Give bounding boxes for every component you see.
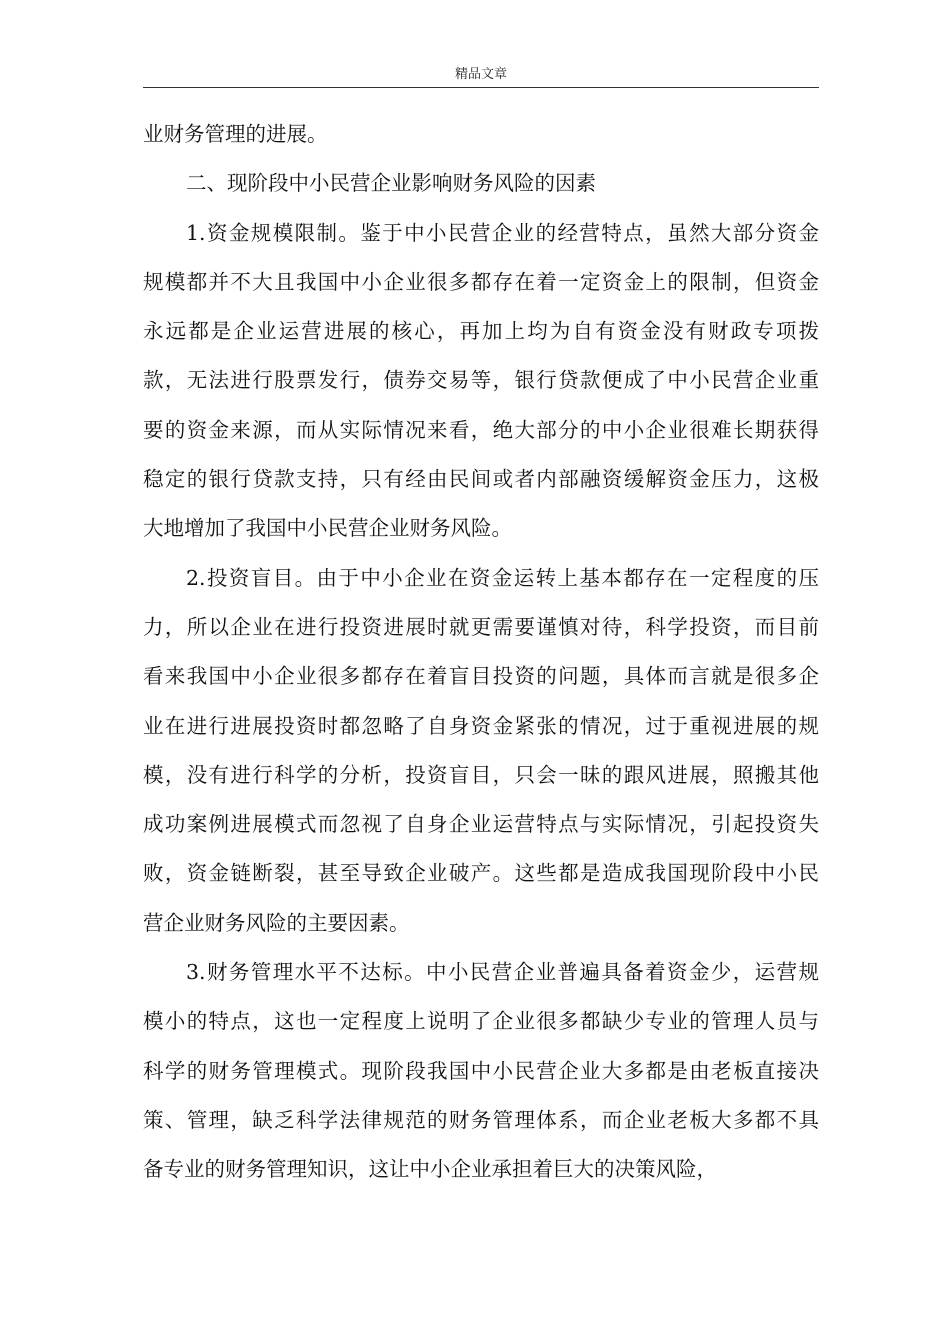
body-text xyxy=(143,110,819,1195)
text-line: 二、现阶段中小民营企业影响财务风险的因素 xyxy=(186,171,596,196)
text-line: 科学的财务管理模式。现阶段我国中小民营企业大多都是由老板直接决 xyxy=(143,1058,819,1083)
text-line: 看来我国中小企业很多都存在着盲目投资的问题，具体而言就是很多企 xyxy=(143,664,819,689)
text-line: 备专业的财务管理知识，这让中小企业承担着巨大的决策风险， xyxy=(143,1157,717,1182)
page-header-title: 精品文章 xyxy=(454,67,507,82)
text-line: 败，资金链断裂，甚至导致企业破产。这些都是造成我国现阶段中小民 xyxy=(143,861,819,886)
text-line: 业在进行进展投资时都忽略了自身资金紧张的情况，过于重视进展的规 xyxy=(143,713,819,738)
text-line: 要的资金来源，而从实际情况来看，绝大部分的中小企业很难长期获得 xyxy=(143,417,819,442)
text-line: 策、管理，缺乏科学法律规范的财务管理体系，而企业老板大多都不具 xyxy=(143,1107,819,1132)
header-divider xyxy=(143,87,819,88)
text-line: 永远都是企业运营进展的核心，再加上均为自有资金没有财政专项拨 xyxy=(143,319,819,344)
text-line: 稳定的银行贷款支持，只有经由民间或者内部融资缓解资金压力，这极 xyxy=(143,467,819,492)
text-line: 1.资金规模限制。鉴于中小民营企业的经营特点，虽然大部分资金 xyxy=(186,220,819,245)
text-line: 模，没有进行科学的分析，投资盲目，只会一昧的跟风进展，照搬其他 xyxy=(143,762,819,787)
text-line: 成功案例进展模式而忽视了自身企业运营特点与实际情况，引起投资失 xyxy=(143,812,819,837)
text-line: 规模都并不大且我国中小企业很多都存在着一定资金上的限制，但资金 xyxy=(143,269,819,294)
text-line: 模小的特点，这也一定程度上说明了企业很多都缺少专业的管理人员与 xyxy=(143,1009,819,1034)
text-line: 业财务管理的进展。 xyxy=(143,122,328,146)
text-line: 3.财务管理水平不达标。中小民营企业普遍具备着资金少，运营规 xyxy=(186,960,819,985)
text-line: 力，所以企业在进行投资进展时就更需要谨慎对待，科学投资，而目前 xyxy=(143,614,819,639)
text-line: 大地增加了我国中小民营企业财务风险。 xyxy=(143,516,512,541)
text-line: 2.投资盲目。由于中小企业在资金运转上基本都存在一定程度的压 xyxy=(186,565,819,590)
text-line: 营企业财务风险的主要因素。 xyxy=(143,910,410,935)
text-line: 款，无法进行股票发行，债券交易等，银行贷款便成了中小民营企业重 xyxy=(143,368,819,393)
